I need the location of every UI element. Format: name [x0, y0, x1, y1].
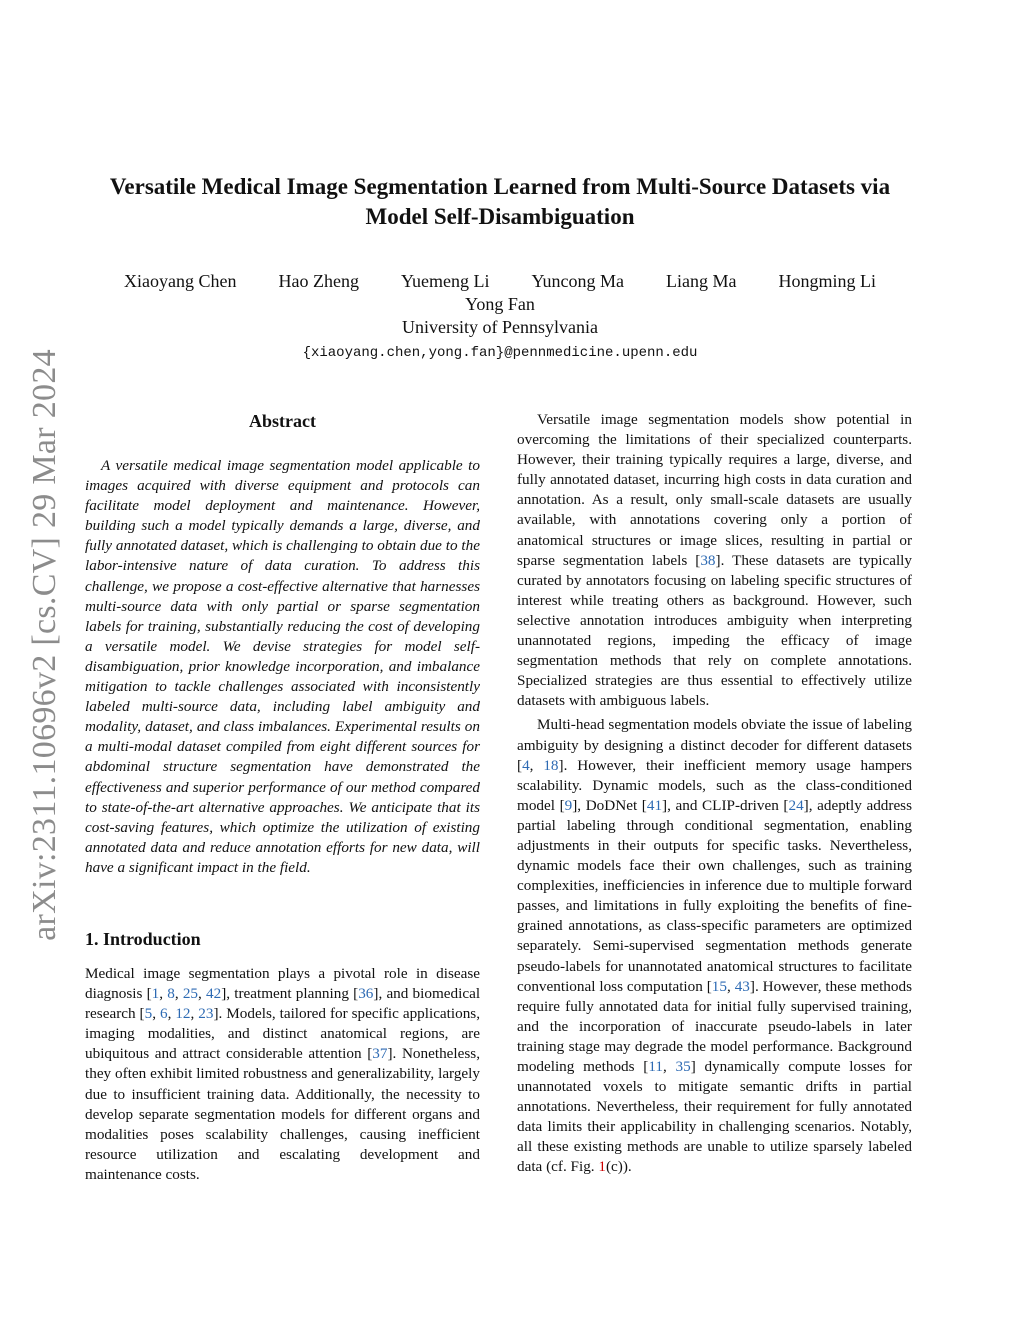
author-name: Yuemeng Li: [401, 271, 490, 291]
text-run: ], and CLIP-driven [: [662, 796, 789, 814]
citation-link[interactable]: 6: [159, 1005, 168, 1023]
text-run: Medical image segmentation plays a pivotal role in disease diagnosis [: [85, 964, 480, 1003]
affiliation: University of Pennsylvania: [402, 317, 598, 337]
citation-link[interactable]: 25: [182, 985, 199, 1003]
citation-link[interactable]: 35: [675, 1058, 691, 1075]
citation-link[interactable]: 18: [543, 756, 559, 774]
text-run: ]. Models, tailored for specific applications, imaging modalities, and distinct anatomical regions, are ubiquitous and attract considerable attention [: [85, 1005, 481, 1063]
arxiv-stamp-text: arXiv:2311.10696v2 [cs.CV] 29 Mar 2024: [26, 349, 63, 941]
author-name: Hongming Li: [778, 271, 876, 291]
right-column: [517, 410, 912, 1178]
text-run: ], DoDNet [: [572, 796, 647, 814]
text-run: ,: [159, 985, 168, 1003]
body-paragraph: [517, 715, 912, 1177]
paper-title: Versatile Medical Image Segmentation Learned from Multi-Source Datasets via Model Self-Disambiguation: [109, 174, 891, 229]
text-run: ], and biomedical research [: [85, 985, 481, 1023]
text-run: ,: [662, 1058, 676, 1075]
citation-link[interactable]: 12: [175, 1005, 191, 1023]
author-name: Hao Zheng: [278, 271, 359, 291]
text-run: ,: [726, 977, 735, 995]
text-run: ] dynamically compute losses for unannotated voxels to mitigate semantic drifts in partial annotations. Nevertheless, their requirement for fully annotated data limits their applicability in challenging scenarios. Notably, all these existing methods are unable to utilize sparsely labeled data (cf. Fig.: [517, 1058, 912, 1176]
citation-link[interactable]: 8: [167, 985, 175, 1003]
citation-link[interactable]: 15: [711, 977, 727, 995]
text-run: ,: [198, 985, 207, 1003]
citation-link[interactable]: 24: [788, 796, 804, 814]
citation-link[interactable]: 9: [564, 796, 573, 814]
citation-link[interactable]: 4: [522, 756, 530, 774]
text-run: (c)).: [606, 1158, 632, 1176]
citation-link[interactable]: 38: [700, 551, 716, 569]
arxiv-stamp: [20, 345, 70, 945]
text-run: ,: [174, 985, 183, 1003]
text-run: ,: [529, 756, 544, 774]
text-run: ]. These datasets are typically curated by annotators focusing on labeling specific structures of interest while treating others as background. However, such selective annotation introduces ambiguity when interpreting unannotated regions, impeding the efficacy of image segmentation methods that rely on complete annotations. Specialized strategies are thus essential to effectively utilize datasets with ambiguous labels.: [517, 551, 912, 710]
citation-link[interactable]: 5: [144, 1005, 153, 1023]
text-run: ]. Nonetheless, they often exhibit limited robustness and generalizability, largely due to insufficient training data. Additionally, the necessity to develop separate segmentation models for different organs and modalities poses scalability challenges, causing inefficient resource utilization and escalating development and maintenance costs.: [85, 1045, 480, 1183]
text-run: ,: [152, 1005, 160, 1023]
citation-link[interactable]: 41: [646, 796, 663, 814]
author-name: Xiaoyang Chen: [124, 271, 237, 291]
author-block: [80, 270, 920, 339]
citation-link[interactable]: 1: [151, 985, 160, 1003]
figure-reference-link[interactable]: 1: [598, 1158, 606, 1176]
text-run: ]. However, their inefficient memory usage hampers scalability. Dynamic models, such as the class-conditioned model [: [517, 756, 913, 814]
abstract-text: A versatile medical image segmentation model applicable to images acquired with diverse equipment and protocols can facilitate model deployment and maintenance. However, building such a model typically demands a large, diverse, and fully annotated dataset, which is challenging to obtain due to the labor-intensive nature of data curation. To address this challenge, we propose a cost-effective alternative that harnesses multi-source data with only partial or sparse segmentation labels for training, substantially reducing the cost of developing a versatile model. We devise strategies for model self-disambiguation, prior knowledge incorporation, and imbalance mitigation to tackle challenges associated with inconsistently labeled multi-source data, including label ambiguity and modality, dataset, and class imbalances. Experimental results on a multi-modal dataset compiled from eight different sources for abdominal structure segmentation have demonstrated the effectiveness and superior performance of our method compared to state-of-the-art alternative approaches. We anticipate that its cost-saving features, which optimize the utilization of existing annotated data and reduce annotation efforts for new data, will have a significant impact in the field.: [85, 457, 480, 876]
abstract-heading: Abstract: [249, 411, 316, 431]
left-column: [85, 410, 480, 1185]
author-name: Yong Fan: [465, 294, 535, 314]
text-run: ,: [190, 1005, 199, 1023]
citation-link[interactable]: 37: [372, 1045, 388, 1063]
text-run: Multi-head segmentation models obviate the issue of labeling ambiguity by designing a distinct decoder for different datasets [: [517, 716, 912, 774]
citation-link[interactable]: 23: [198, 1005, 214, 1023]
text-run: Versatile image segmentation models show potential in overcoming the limitations of their specialized counterparts. However, their training typically requires a large, diverse, and fully annotated dataset, incurring high costs in data curation and annotation. As a result, only small-scale datasets are usually available, with annotations covering only a portion of anatomical structures or image slices, resulting in partial or sparse segmentation labels [: [517, 411, 912, 569]
section-heading-introduction: 1. Introduction: [85, 928, 201, 949]
author-name: Yuncong Ma: [531, 271, 624, 291]
author-email: {xiaoyang.chen,yong.fan}@pennmedicine.upenn.edu: [302, 345, 698, 361]
text-run: ], treatment planning [: [221, 985, 359, 1003]
body-paragraph: [517, 410, 912, 711]
text-run: ], adeptly address partial labeling through conditional segmentation, enabling adjustments in their outputs for specific tasks. Nevertheless, dynamic models face their own challenges, such as training complexities, inefficiencies in inference due to multiple forward passes, and limitations in fully exploiting the benefits of fine-grained annotations, as class-specific parameters are optimized separately. Semi-supervised segmentation methods generate pseudo-labels for unannotated anatomical structures to facilitate conventional loss computation [: [517, 796, 913, 995]
intro-paragraph: [85, 964, 480, 1185]
citation-link[interactable]: 42: [206, 985, 222, 1003]
text-run: ]. However, these methods require fully annotated data for initial fully supervised training, and the incorporation of inaccurate pseudo-labels in later training stage may degrade the model performance. Background modeling methods [: [517, 977, 912, 1075]
author-name: Liang Ma: [665, 271, 737, 291]
citation-link[interactable]: 43: [734, 977, 750, 995]
citation-link[interactable]: 36: [358, 985, 374, 1003]
author-row: [80, 270, 920, 293]
citation-link[interactable]: 11: [648, 1058, 663, 1075]
text-run: ,: [167, 1005, 176, 1023]
